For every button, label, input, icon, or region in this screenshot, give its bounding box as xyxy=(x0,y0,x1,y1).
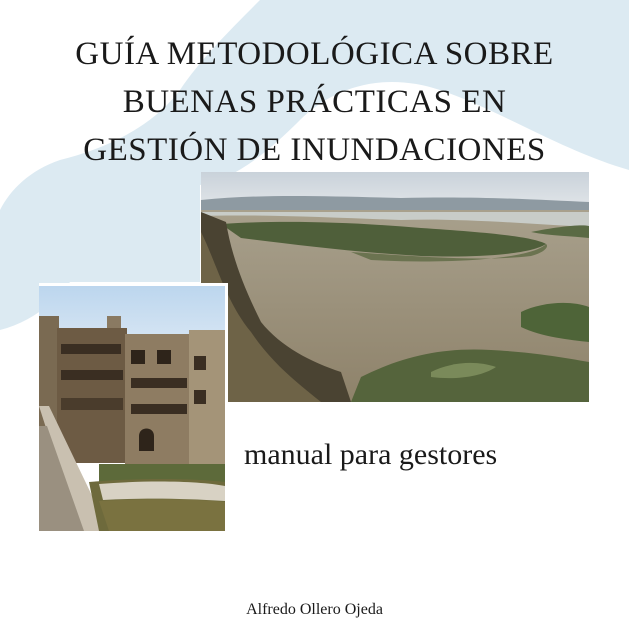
flooded-river-photo xyxy=(201,172,589,402)
author-name: Alfredo Ollero Ojeda xyxy=(246,601,383,618)
document-title xyxy=(0,30,629,174)
riverside-town-photo xyxy=(39,283,228,531)
document-subtitle: manual para gestores xyxy=(244,438,498,471)
title-line-3: GESTIÓN DE INUNDACIONES xyxy=(83,132,546,169)
title-line-1: GUÍA METODOLÓGICA SOBRE xyxy=(75,36,554,73)
title-line-2: BUENAS PRÁCTICAS EN xyxy=(122,84,507,121)
